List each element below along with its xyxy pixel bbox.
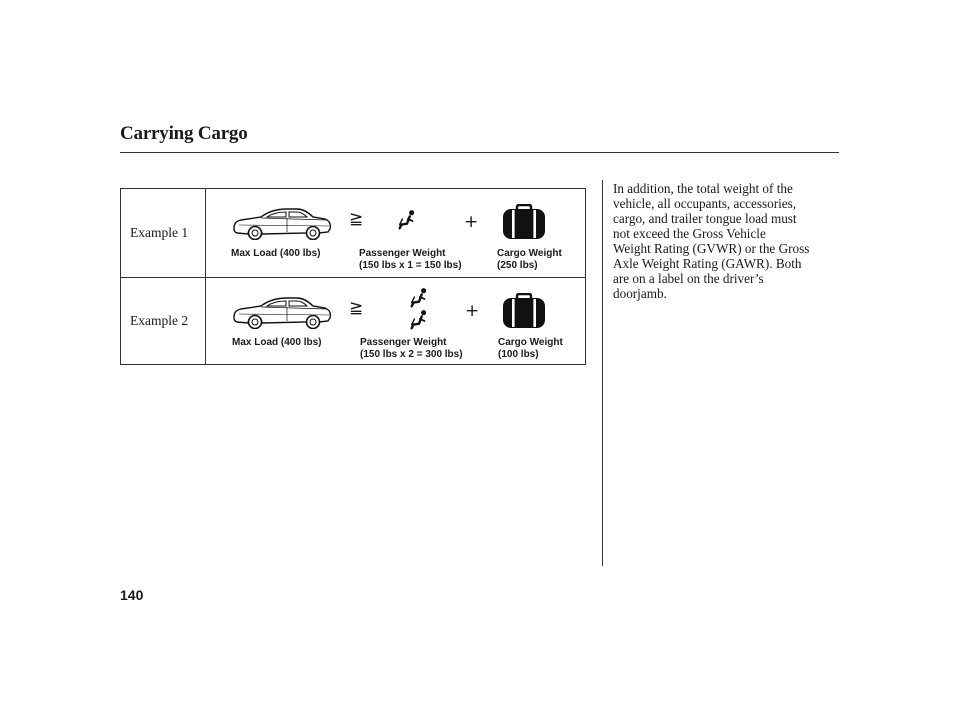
page-title: Carrying Cargo: [120, 123, 248, 144]
cargo-weight-caption: Cargo Weight (100 lbs): [498, 337, 563, 360]
max-load-caption: Max Load (400 lbs): [232, 337, 322, 348]
greater-equal-symbol: ≧: [349, 298, 364, 318]
cargo-weight-caption: Cargo Weight (250 lbs): [497, 248, 562, 271]
seated-passenger-icon: [408, 287, 430, 309]
max-load-caption: Max Load (400 lbs): [231, 248, 321, 259]
passenger-weight-caption: Passenger Weight (150 lbs x 2 = 300 lbs): [360, 337, 463, 360]
convertible-car-icon: [231, 204, 333, 240]
convertible-car-icon: [231, 293, 333, 329]
example-1-label: Example 1: [130, 225, 189, 240]
luggage-bag-icon: [502, 204, 546, 240]
seated-passenger-icon: [408, 309, 430, 331]
page-number: 140: [120, 587, 144, 603]
table-row-divider: [121, 277, 585, 278]
greater-equal-symbol: ≧: [349, 209, 364, 229]
plus-symbol: +: [465, 301, 480, 321]
luggage-bag-icon: [502, 293, 546, 329]
passenger-weight-caption: Passenger Weight (150 lbs x 1 = 150 lbs): [359, 248, 462, 271]
plus-symbol: +: [464, 212, 479, 232]
weight-rating-paragraph: In addition, the total weight of the vehicle, all occupants, accessories, cargo, and trailer tongue load must not exceed the Gross Vehicle Weight Rating (GVWR) or the Gross Axle Weight Rating (GAWR). Both are on a label on the driver’s doorjamb.: [613, 181, 810, 301]
column-divider: [602, 180, 603, 566]
title-divider: [120, 152, 839, 153]
example-2-label: Example 2: [130, 313, 189, 328]
load-examples-table: [120, 188, 586, 365]
seated-passenger-icon: [396, 209, 418, 231]
